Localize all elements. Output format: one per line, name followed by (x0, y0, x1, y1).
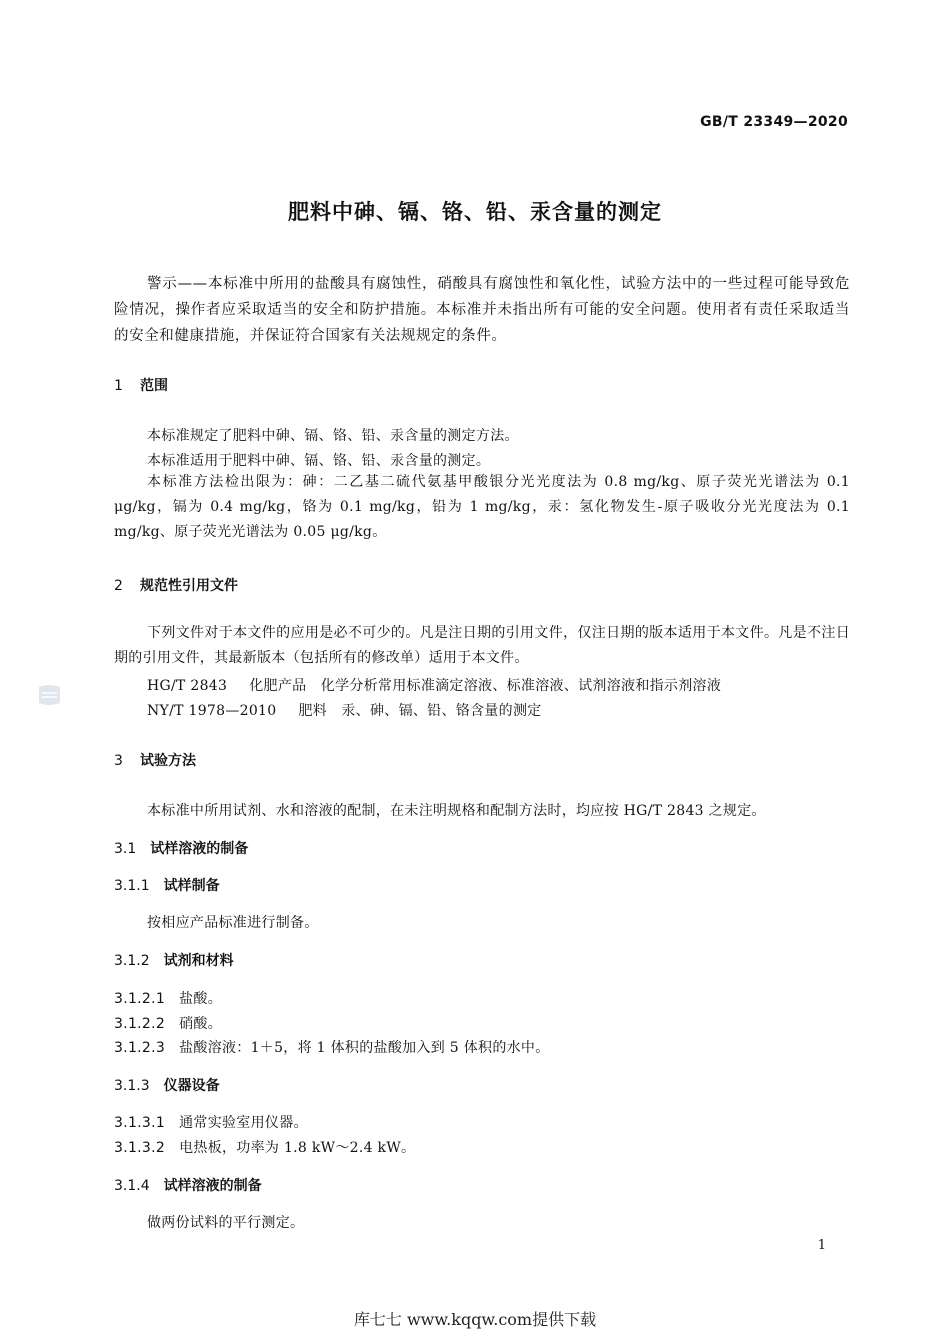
subsection-number: 3.1.1 (114, 878, 150, 894)
subsection-title: 试样制备 (163, 878, 220, 894)
item-text: 盐酸溶液：1＋5，将 1 体积的盐酸加入到 5 体积的水中。 (179, 1040, 550, 1056)
subsection-title: 试样溶液的制备 (163, 1178, 262, 1194)
item-number: 3.1.2.2 (114, 1016, 166, 1032)
subsection-3-1-3-heading (114, 1075, 220, 1095)
subsection-title: 仪器设备 (163, 1078, 220, 1094)
reference-code: HG/T 2843 (147, 678, 228, 694)
references-intro: 下列文件对于本文件的应用是必不可少的。凡是注日期的引用文件，仅注日期的版本适用于本文件。凡是不注日期的引用文件，其最新版本（包括所有的修改单）适用于本文件。 (114, 625, 850, 666)
item-number: 3.1.2.1 (114, 991, 166, 1007)
page-number: 1 (817, 1238, 826, 1253)
item-number: 3.1.3.1 (114, 1115, 166, 1131)
warning-paragraph: 警示——本标准中所用的盐酸具有腐蚀性，硝酸具有腐蚀性和氧化性，试验方法中的一些过程可能导致危险情况，操作者应采取适当的安全和防护措施。本标准并未指出所有可能的安全问题。使用者有责任采取适当的安全和健康措施，并保证符合国家有关法规规定的条件。 (114, 276, 850, 344)
section-number: 1 (114, 378, 123, 394)
item-text: 电热板，功率为 1.8 kW～2.4 kW。 (179, 1140, 416, 1156)
item-text: 盐酸。 (179, 991, 222, 1007)
download-footer: 库七七 www.kqqw.com提供下载 (353, 1310, 597, 1329)
section-title: 范围 (140, 378, 168, 394)
reagent-item (114, 988, 222, 1008)
item-number: 3.1.2.3 (114, 1040, 166, 1056)
section-title: 试验方法 (140, 753, 196, 769)
reagent-item (114, 1037, 550, 1057)
item-number: 3.1.3.2 (114, 1140, 166, 1156)
section-number: 3 (114, 753, 123, 769)
section-number: 2 (114, 578, 123, 594)
scope-paragraph-2: 本标准适用于肥料中砷、镉、铬、铅、汞含量的测定。 (147, 453, 491, 469)
section-1-heading (114, 375, 168, 395)
reference-title: 化肥产品 化学分析常用标准滴定溶液、标准溶液、试剂溶液和指示剂溶液 (249, 678, 722, 694)
equipment-item (114, 1112, 308, 1132)
subsection-number: 3.1.2 (114, 953, 150, 969)
item-text: 硝酸。 (179, 1016, 222, 1032)
section-2-heading (114, 575, 238, 595)
reference-code: NY/T 1978—2010 (147, 703, 277, 719)
sample-preparation-text: 按相应产品标准进行制备。 (147, 915, 319, 931)
subsection-3-1-4-heading (114, 1175, 262, 1195)
subsection-number: 3.1.4 (114, 1178, 150, 1194)
subsection-number: 3.1 (114, 841, 137, 857)
reference-title: 肥料 汞、砷、镉、铅、铬含量的测定 (298, 703, 542, 719)
item-text: 通常实验室用仪器。 (179, 1115, 308, 1131)
equipment-item (114, 1137, 415, 1157)
standard-number: GB/T 23349—2020 (700, 114, 848, 130)
subsection-3-1-2-heading (114, 950, 234, 970)
reagent-item (114, 1013, 222, 1033)
scope-paragraph-1: 本标准规定了肥料中砷、镉、铬、铅、汞含量的测定方法。 (147, 428, 519, 444)
sac-logo-icon (36, 683, 63, 707)
subsection-title: 试样溶液的制备 (150, 841, 249, 857)
methods-paragraph: 本标准中所用试剂、水和溶液的配制，在未注明规格和配制方法时，均应按 HG/T 2843 之规定。 (147, 803, 766, 819)
reference-item (147, 675, 721, 695)
scope-paragraph-3: 本标准方法检出限为：砷：二乙基二硫代氨基甲酸银分光光度法为 0.8 mg/kg、原子荧光光谱法为 0.1 μg/kg，镉为 0.4 mg/kg，铬为 0.1 mg/kg，铅为 1 mg/kg，汞：氢化物发生-原子吸收分光光度法为 0.1 mg/kg、原子荧光光谱法为 0.05 μg/kg。 (114, 474, 850, 540)
reference-item (147, 700, 542, 720)
subsection-number: 3.1.3 (114, 1078, 150, 1094)
subsection-3-1-1-heading (114, 875, 220, 895)
section-title: 规范性引用文件 (140, 578, 238, 594)
solution-preparation-text: 做两份试料的平行测定。 (147, 1215, 305, 1231)
subsection-3-1-heading (114, 838, 248, 858)
section-3-heading (114, 750, 196, 770)
document-title: 肥料中砷、镉、铬、铅、汞含量的测定 (288, 200, 662, 224)
subsection-title: 试剂和材料 (163, 953, 234, 969)
